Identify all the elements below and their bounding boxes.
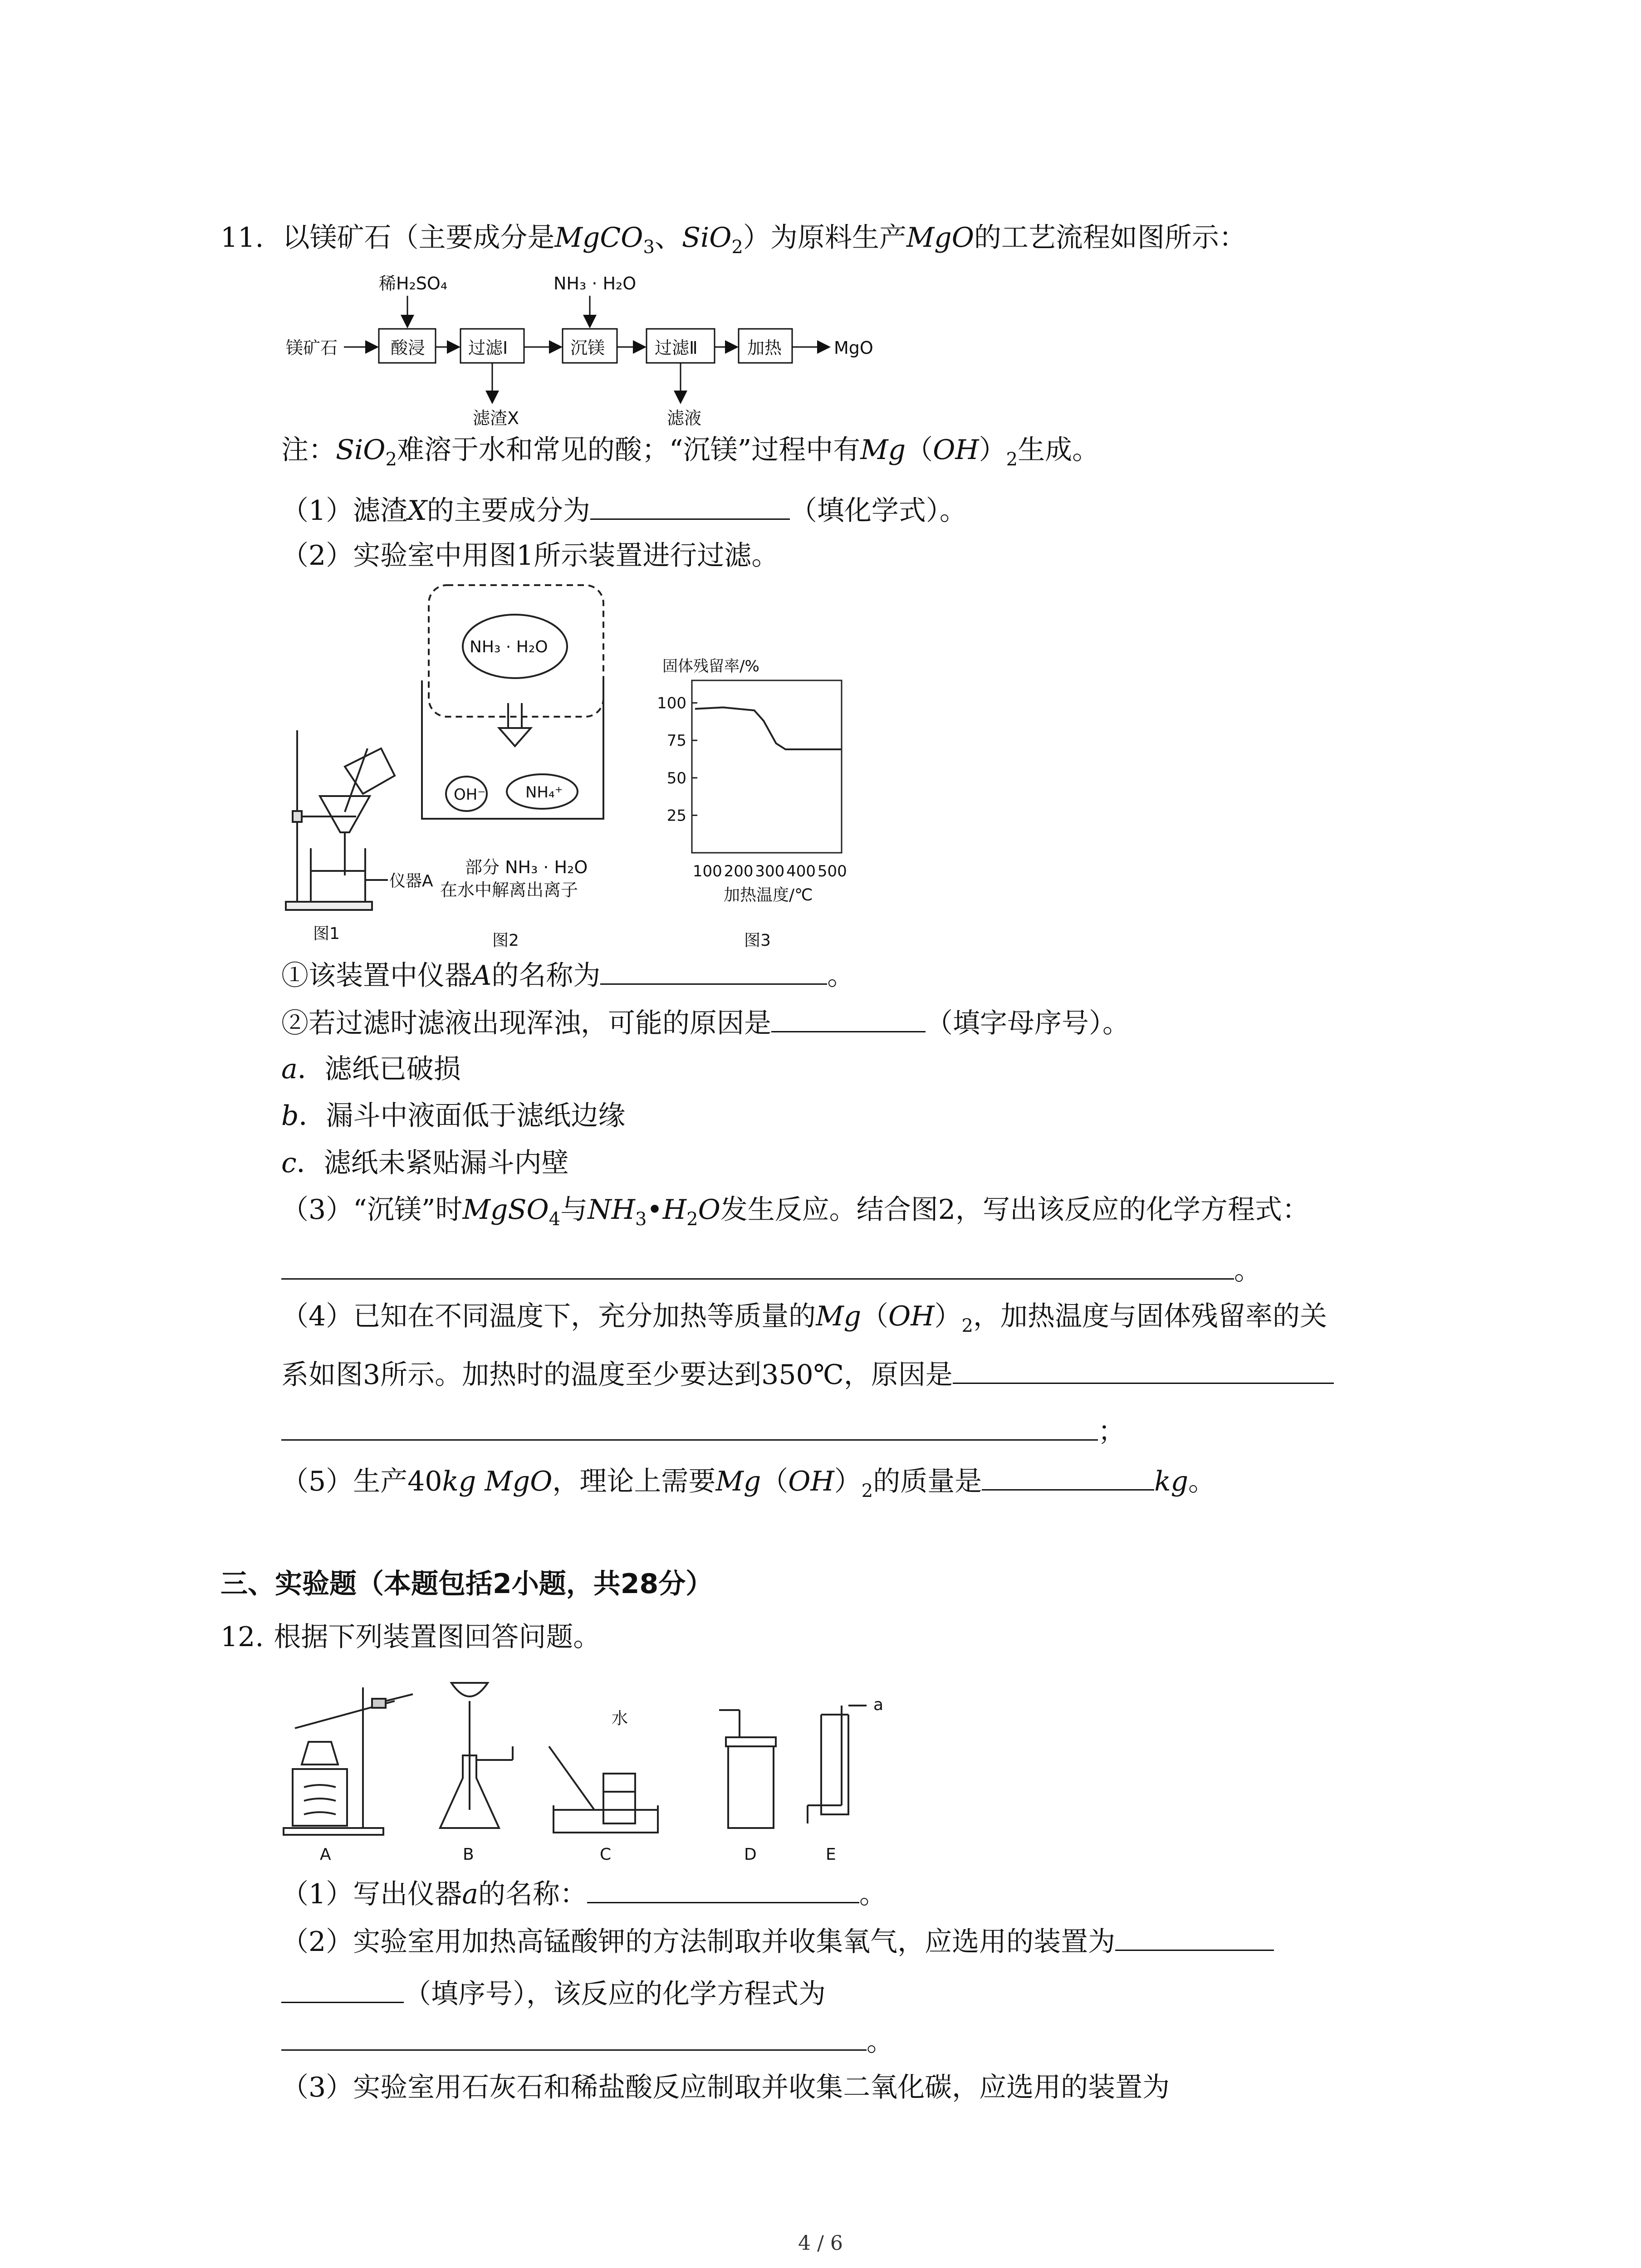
apparatus-water-label: 水: [612, 1709, 628, 1728]
fig3-ytick-label: 75: [666, 732, 686, 750]
q11-part3-answer-line: 。: [281, 1252, 1261, 1287]
q11-part1: （1）滤渣X的主要成分为 （填化学式）。: [281, 492, 967, 528]
fig2-molecule: NH₃ · H₂O: [470, 638, 548, 656]
apparatus-label-a: A: [320, 1845, 331, 1864]
apparatus-label-c: C: [600, 1845, 612, 1864]
q12-part3: （3）实验室用石灰石和稀盐酸反应制取并收集二氧化碳，应选用的装置为: [281, 2072, 1170, 2103]
q11-part3: （3）“沉镁”时MgSO$_4$与$NH_3•H_2O$发生反应。结合图2，写出该反应的化学方程式：: [281, 1194, 1309, 1230]
q12-stem: 12. 根据下列装置图回答问题。: [220, 1621, 601, 1653]
fig3-series-line: [695, 708, 842, 750]
flow-product: MgO: [834, 338, 873, 358]
q11-part5: （5）生产40kg MgO，理论上需要$Mg(OH)_2$的质量是 kg。: [281, 1463, 1215, 1498]
q11-stem: 11. 以镁矿石（主要成分是MgCO$_3$、SiO$_2$）为原料生产MgO的工艺流程如图所示：: [220, 222, 1246, 258]
figure-1-filtration: [277, 721, 433, 957]
q11-sub2: ②若过滤时滤液出现浑浊，可能的原因是 （填字母序号）。: [281, 1005, 1130, 1040]
page-number: 4 / 6: [798, 2232, 843, 2255]
fig2-caption2: 在水中解离出离子: [440, 880, 578, 900]
fig2-ion-oh: OH⁻: [454, 786, 486, 804]
q11-option-a: a．滤纸已破损: [281, 1053, 461, 1085]
answer-blank-9[interactable]: [1115, 1923, 1274, 1951]
q12-part2-line1: （2）实验室用加热高锰酸钾的方法制取并收集氧气，应选用的装置为: [281, 1923, 1274, 1959]
section-3-title: 三、实验题（本题包括2小题，共28分）: [220, 1568, 713, 1600]
q11-sub1: ①该装置中仪器A的名称为 。: [281, 957, 854, 992]
fig2-caption1: 部分 NH₃ · H₂O: [465, 857, 588, 877]
flow-reagent1: 稀H₂SO₄: [379, 274, 448, 293]
flow-step2: 过滤Ⅰ: [468, 338, 508, 358]
flow-step5: 加热: [747, 338, 782, 358]
fig2-label: 图2: [492, 931, 519, 950]
fig3-ytick-label: 25: [666, 807, 686, 825]
q11-part4-line2: 系如图3所示。加热时的温度至少要达到350℃，原因是: [281, 1356, 1334, 1392]
flow-step3: 沉镁: [570, 338, 605, 358]
instrument-a-label: a: [873, 1696, 884, 1714]
fig3-ytick-label: 100: [657, 694, 686, 713]
flow-step1: 酸浸: [391, 338, 426, 358]
figure-3-chart: [626, 653, 862, 953]
figure-2-ionization: [422, 583, 626, 955]
answer-blank-3[interactable]: [771, 1005, 926, 1032]
apparatus-label-d: D: [744, 1845, 757, 1864]
answer-blank-6[interactable]: [281, 1413, 1098, 1441]
fig3-xtick-label: 400: [786, 862, 816, 880]
fig3-xtick-label: 500: [817, 862, 847, 880]
q12-part2-line2: （填序号），该反应的化学方程式为: [281, 1975, 826, 2011]
fig3-ytick-label: 50: [666, 769, 686, 787]
q12-part2-line3: 。: [281, 2023, 894, 2058]
flow-reagent2: NH₃ · H₂O: [554, 274, 637, 293]
q11-part4-line3: ；: [281, 1413, 1125, 1448]
q11-option-b: b．漏斗中液面低于滤纸边缘: [281, 1100, 626, 1132]
apparatus-label-e: E: [826, 1845, 836, 1864]
flow-residue: 滤渣X: [473, 408, 519, 428]
q11-note: 注：SiO$_2$难溶于水和常见的酸；“沉镁”过程中有$Mg(OH)_2$生成。: [281, 434, 1100, 470]
answer-blank-10[interactable]: [281, 1975, 404, 2003]
q11-option-c: c．滤纸未紧贴漏斗内壁: [281, 1147, 569, 1179]
q12-part1: （1）写出仪器a的名称： 。: [281, 1876, 887, 1911]
fig3-label: 图3: [744, 931, 771, 950]
flow-step4: 过滤Ⅱ: [655, 338, 698, 358]
fig3-xtick-label: 300: [755, 862, 785, 880]
answer-blank-11[interactable]: [281, 2023, 867, 2051]
fig1-instrument-label: 仪器A: [389, 872, 433, 890]
fig3-ylabel: 固体残留率/%: [662, 657, 759, 675]
flow-filtrate: 滤液: [667, 408, 702, 428]
answer-blank-1[interactable]: [590, 492, 790, 520]
apparatus-label-b: B: [463, 1845, 474, 1864]
flow-start: 镁矿石: [286, 338, 338, 358]
fig2-ion-nh4: NH₄⁺: [525, 783, 563, 802]
fig1-label: 图1: [313, 924, 340, 943]
answer-blank-8[interactable]: [587, 1876, 859, 1903]
fig3-xtick-label: 100: [692, 862, 722, 880]
q11-part2: （2）实验室中用图1所示装置进行过滤。: [281, 540, 779, 572]
fig3-plot-frame: [692, 680, 842, 853]
answer-blank-7[interactable]: [982, 1463, 1154, 1491]
answer-blank-4[interactable]: [281, 1252, 1234, 1280]
answer-blank-5[interactable]: [953, 1356, 1334, 1384]
fig3-xtick-label: 200: [724, 862, 754, 880]
answer-blank-2[interactable]: [600, 957, 827, 985]
process-flow-diagram: [277, 268, 912, 435]
q11-part4-line1: （4）已知在不同温度下，充分加热等质量的$Mg(OH)_2$，加热温度与固体残留率的关: [281, 1300, 1327, 1336]
q12-apparatus-figure: [277, 1674, 994, 1869]
fig3-xlabel: 加热温度/℃: [724, 886, 813, 904]
